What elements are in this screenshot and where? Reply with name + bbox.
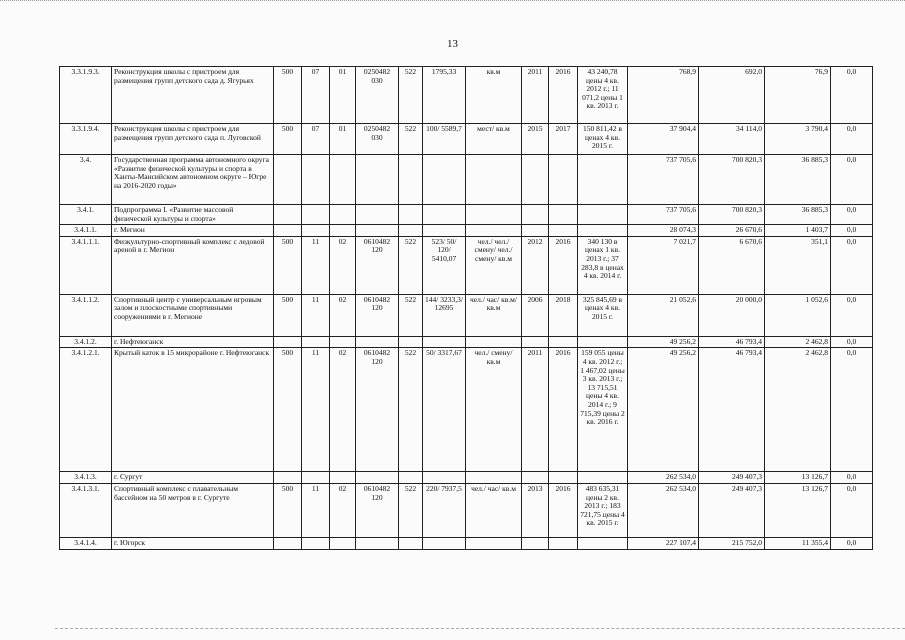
section-code-cell: 07 [302, 124, 330, 155]
row-number-cell: 3.4.1.2.1. [60, 348, 112, 472]
capacity-cell [423, 336, 466, 348]
okrug-budget-cell: 700 820,3 [699, 155, 765, 205]
start-year-cell [522, 225, 549, 237]
total-amount-cell: 227 107,4 [628, 537, 699, 549]
estimated-cost-cell [578, 155, 628, 205]
estimated-cost-cell: 325 845,69 в ценах 4 кв. 2015 г. [578, 294, 628, 336]
end-year-cell [549, 225, 578, 237]
okrug-budget-cell: 215 752,0 [699, 537, 765, 549]
capacity-cell: 50/ 3317,67 [423, 348, 466, 472]
grbs-code-cell [274, 155, 302, 205]
okrug-budget-cell: 249 407,3 [699, 483, 765, 537]
other-sources-cell: 0,0 [831, 205, 873, 225]
end-year-cell [549, 205, 578, 225]
grbs-code-cell [274, 225, 302, 237]
section-code-cell: 11 [302, 348, 330, 472]
estimated-cost-cell [578, 537, 628, 549]
other-sources-cell: 0,0 [831, 155, 873, 205]
okrug-budget-cell: 46 793,4 [699, 336, 765, 348]
object-name-cell: г. Югорск [112, 537, 274, 549]
okrug-budget-cell: 249 407,3 [699, 472, 765, 484]
row-number-cell: 3.4.1.3.1. [60, 483, 112, 537]
target-article-cell [356, 155, 399, 205]
unit-cell: чел./ час/ кв.м/ кв.м [466, 294, 522, 336]
grbs-code-cell: 500 [274, 294, 302, 336]
estimated-cost-cell: 340 130 в ценах 1 кв. 2013 г.; 37 283,8 в ценах 4 кв. 2014 г. [578, 236, 628, 294]
unit-cell: мест/ кв.м [466, 124, 522, 155]
total-amount-cell: 737 705,6 [628, 205, 699, 225]
capacity-cell: 523/ 50/ 120/ 5410,07 [423, 236, 466, 294]
local-budget-cell: 3 790,4 [765, 124, 831, 155]
grbs-code-cell [274, 472, 302, 484]
row-number-cell: 3.4.1.3. [60, 472, 112, 484]
grbs-code-cell: 500 [274, 124, 302, 155]
start-year-cell: 2011 [522, 67, 549, 124]
other-sources-cell: 0,0 [831, 225, 873, 237]
subsection-code-cell [330, 537, 356, 549]
unit-cell [466, 205, 522, 225]
subsection-code-cell: 01 [330, 124, 356, 155]
local-budget-cell: 76,9 [765, 67, 831, 124]
page-number: 13 [447, 38, 458, 50]
end-year-cell: 2017 [549, 124, 578, 155]
okrug-budget-cell: 26 670,6 [699, 225, 765, 237]
other-sources-cell: 0,0 [831, 67, 873, 124]
subsection-code-cell: 01 [330, 67, 356, 124]
start-year-cell [522, 537, 549, 549]
target-article-cell: 0250482 030 [356, 124, 399, 155]
expense-type-cell [399, 155, 423, 205]
table-row [60, 294, 873, 336]
target-article-cell [356, 537, 399, 549]
target-article-cell [356, 205, 399, 225]
section-code-cell [302, 472, 330, 484]
capacity-cell: 220/ 7937,5 [423, 483, 466, 537]
object-name-cell: г. Мегион [112, 225, 274, 237]
start-year-cell [522, 155, 549, 205]
row-number-cell: 3.3.1.9.4. [60, 124, 112, 155]
grbs-code-cell [274, 336, 302, 348]
subsection-code-cell: 02 [330, 236, 356, 294]
row-number-cell: 3.4.1.1.2. [60, 294, 112, 336]
table-row [60, 236, 873, 294]
end-year-cell [549, 336, 578, 348]
row-number-cell: 3.3.1.9.3. [60, 67, 112, 124]
local-budget-cell: 1 052,6 [765, 294, 831, 336]
expense-type-cell: 522 [399, 294, 423, 336]
target-article-cell: 0610482 120 [356, 348, 399, 472]
section-code-cell [302, 205, 330, 225]
grbs-code-cell [274, 537, 302, 549]
object-name-cell: Реконструкция школы с пристроем для размещения групп детского сада д. Ягурьях [112, 67, 274, 124]
total-amount-cell: 21 052,6 [628, 294, 699, 336]
expense-type-cell: 522 [399, 124, 423, 155]
row-number-cell: 3.4. [60, 155, 112, 205]
other-sources-cell: 0,0 [831, 124, 873, 155]
subsection-code-cell [330, 472, 356, 484]
local-budget-cell: 2 462,8 [765, 336, 831, 348]
end-year-cell: 2016 [549, 348, 578, 472]
start-year-cell: 2013 [522, 483, 549, 537]
unit-cell: чел./ час/ кв.м [466, 483, 522, 537]
scan-edge-bottom [55, 628, 905, 629]
table-row [60, 155, 873, 205]
object-name-cell: Крытый каток в 15 микрорайоне г. Нефтеюганск [112, 348, 274, 472]
subsection-code-cell [330, 336, 356, 348]
total-amount-cell: 37 904,4 [628, 124, 699, 155]
other-sources-cell: 0,0 [831, 483, 873, 537]
section-code-cell: 11 [302, 483, 330, 537]
section-code-cell: 11 [302, 236, 330, 294]
section-code-cell [302, 336, 330, 348]
local-budget-cell: 13 126,7 [765, 483, 831, 537]
unit-cell: кв.м [466, 67, 522, 124]
capacity-cell: 1795,33 [423, 67, 466, 124]
end-year-cell [549, 472, 578, 484]
expense-type-cell [399, 537, 423, 549]
estimated-cost-cell [578, 472, 628, 484]
other-sources-cell: 0,0 [831, 348, 873, 472]
start-year-cell: 2012 [522, 236, 549, 294]
other-sources-cell: 0,0 [831, 537, 873, 549]
object-name-cell: г. Нефтеюганск [112, 336, 274, 348]
other-sources-cell: 0,0 [831, 236, 873, 294]
target-article-cell [356, 472, 399, 484]
local-budget-cell: 13 126,7 [765, 472, 831, 484]
okrug-budget-cell: 692,0 [699, 67, 765, 124]
section-code-cell [302, 155, 330, 205]
start-year-cell: 2015 [522, 124, 549, 155]
capacity-cell: 144/ 3233,3/ 12695 [423, 294, 466, 336]
table-row [60, 483, 873, 537]
grbs-code-cell: 500 [274, 348, 302, 472]
estimated-cost-cell: 150 811,42 в ценах 4 кв. 2015 г. [578, 124, 628, 155]
okrug-budget-cell: 20 000,0 [699, 294, 765, 336]
table-row [60, 205, 873, 225]
expense-type-cell: 522 [399, 483, 423, 537]
capacity-cell [423, 472, 466, 484]
unit-cell: чел./ чел./ смену/ чел./ смену/ кв.м [466, 236, 522, 294]
local-budget-cell: 36 885,3 [765, 155, 831, 205]
row-number-cell: 3.4.1. [60, 205, 112, 225]
unit-cell: чел./ смену/ кв.м [466, 348, 522, 472]
table-row [60, 348, 873, 472]
row-number-cell: 3.4.1.1. [60, 225, 112, 237]
object-name-cell: Спортивный центр с универсальным игровым залом и плоскостными спортивными сооружениями в г. Мегионе [112, 294, 274, 336]
row-number-cell: 3.4.1.1.1. [60, 236, 112, 294]
target-article-cell: 0250482 030 [356, 67, 399, 124]
target-article-cell: 0610482 120 [356, 294, 399, 336]
total-amount-cell: 737 705,6 [628, 155, 699, 205]
table-row [60, 124, 873, 155]
other-sources-cell: 0,0 [831, 294, 873, 336]
target-article-cell [356, 336, 399, 348]
other-sources-cell: 0,0 [831, 336, 873, 348]
local-budget-cell: 11 355,4 [765, 537, 831, 549]
subsection-code-cell [330, 225, 356, 237]
other-sources-cell: 0,0 [831, 472, 873, 484]
end-year-cell: 2018 [549, 294, 578, 336]
object-name-cell: Подпрограмма I. «Развитие массовой физической культуры и спорта» [112, 205, 274, 225]
section-code-cell: 07 [302, 67, 330, 124]
estimated-cost-cell: 43 240,78 цены 4 кв. 2012 г.; 11 071,2 цены 1 кв. 2013 г. [578, 67, 628, 124]
target-article-cell: 0610482 120 [356, 236, 399, 294]
estimated-cost-cell [578, 336, 628, 348]
estimated-cost-cell: 159 055 цены 4 кв. 2012 г.; 1 467,02 цены 3 кв. 2013 г.; 13 715,51 цены 4 кв. 2014 г.; 9 715,39 цены 2 кв. 2016 г. [578, 348, 628, 472]
table-row [60, 67, 873, 124]
total-amount-cell: 49 256,2 [628, 336, 699, 348]
capacity-cell [423, 155, 466, 205]
local-budget-cell: 351,1 [765, 236, 831, 294]
start-year-cell: 2011 [522, 348, 549, 472]
unit-cell [466, 336, 522, 348]
total-amount-cell: 262 534,0 [628, 483, 699, 537]
expense-type-cell [399, 225, 423, 237]
start-year-cell [522, 336, 549, 348]
end-year-cell [549, 537, 578, 549]
object-name-cell: Реконструкция школы с пристроем для размещения групп детского сада п. Луговской [112, 124, 274, 155]
end-year-cell [549, 155, 578, 205]
target-article-cell: 0610482 120 [356, 483, 399, 537]
okrug-budget-cell: 46 793,4 [699, 348, 765, 472]
estimated-cost-cell [578, 225, 628, 237]
capacity-cell [423, 537, 466, 549]
expense-type-cell [399, 336, 423, 348]
table-row [60, 472, 873, 484]
object-name-cell: Спортивный комплекс с плавательным бассейном на 50 метров в г. Сургуте [112, 483, 274, 537]
table-row [60, 225, 873, 237]
table-row [60, 336, 873, 348]
estimated-cost-cell [578, 205, 628, 225]
table-row [60, 537, 873, 549]
row-number-cell: 3.4.1.4. [60, 537, 112, 549]
object-name-cell: Государственная программа автономного округа «Развитие физической культуры и спорта в Ханты-Мансийском автономном округе – Югре на 2016-2020 годы» [112, 155, 274, 205]
object-name-cell: г. Сургут [112, 472, 274, 484]
expense-type-cell [399, 205, 423, 225]
row-number-cell: 3.4.1.2. [60, 336, 112, 348]
scan-edge-top [0, 0, 905, 2]
budget-table [59, 66, 873, 550]
start-year-cell [522, 472, 549, 484]
table-body [60, 67, 873, 550]
total-amount-cell: 262 534,0 [628, 472, 699, 484]
okrug-budget-cell: 34 114,0 [699, 124, 765, 155]
subsection-code-cell [330, 205, 356, 225]
capacity-cell: 100/ 5589,7 [423, 124, 466, 155]
estimated-cost-cell: 483 635,31 цены 2 кв. 2013 г.; 183 721,75 цены 4 кв. 2015 г. [578, 483, 628, 537]
unit-cell [466, 472, 522, 484]
total-amount-cell: 7 021,7 [628, 236, 699, 294]
local-budget-cell: 2 462,8 [765, 348, 831, 472]
grbs-code-cell: 500 [274, 236, 302, 294]
subsection-code-cell: 02 [330, 294, 356, 336]
expense-type-cell: 522 [399, 67, 423, 124]
start-year-cell [522, 205, 549, 225]
capacity-cell [423, 225, 466, 237]
section-code-cell [302, 537, 330, 549]
subsection-code-cell: 02 [330, 348, 356, 472]
subsection-code-cell: 02 [330, 483, 356, 537]
okrug-budget-cell: 6 670,6 [699, 236, 765, 294]
end-year-cell: 2016 [549, 483, 578, 537]
capacity-cell [423, 205, 466, 225]
local-budget-cell: 36 885,3 [765, 205, 831, 225]
expense-type-cell: 522 [399, 236, 423, 294]
total-amount-cell: 28 074,3 [628, 225, 699, 237]
subsection-code-cell [330, 155, 356, 205]
grbs-code-cell: 500 [274, 483, 302, 537]
okrug-budget-cell: 700 820,3 [699, 205, 765, 225]
total-amount-cell: 768,9 [628, 67, 699, 124]
end-year-cell: 2016 [549, 236, 578, 294]
grbs-code-cell [274, 205, 302, 225]
start-year-cell: 2006 [522, 294, 549, 336]
section-code-cell: 11 [302, 294, 330, 336]
grbs-code-cell: 500 [274, 67, 302, 124]
section-code-cell [302, 225, 330, 237]
expense-type-cell [399, 472, 423, 484]
unit-cell [466, 537, 522, 549]
local-budget-cell: 1 403,7 [765, 225, 831, 237]
expense-type-cell: 522 [399, 348, 423, 472]
unit-cell [466, 225, 522, 237]
object-name-cell: Физкультурно-спортивный комплекс с ледовой ареной в г. Мегион [112, 236, 274, 294]
total-amount-cell: 49 256,2 [628, 348, 699, 472]
target-article-cell [356, 225, 399, 237]
end-year-cell: 2016 [549, 67, 578, 124]
unit-cell [466, 155, 522, 205]
